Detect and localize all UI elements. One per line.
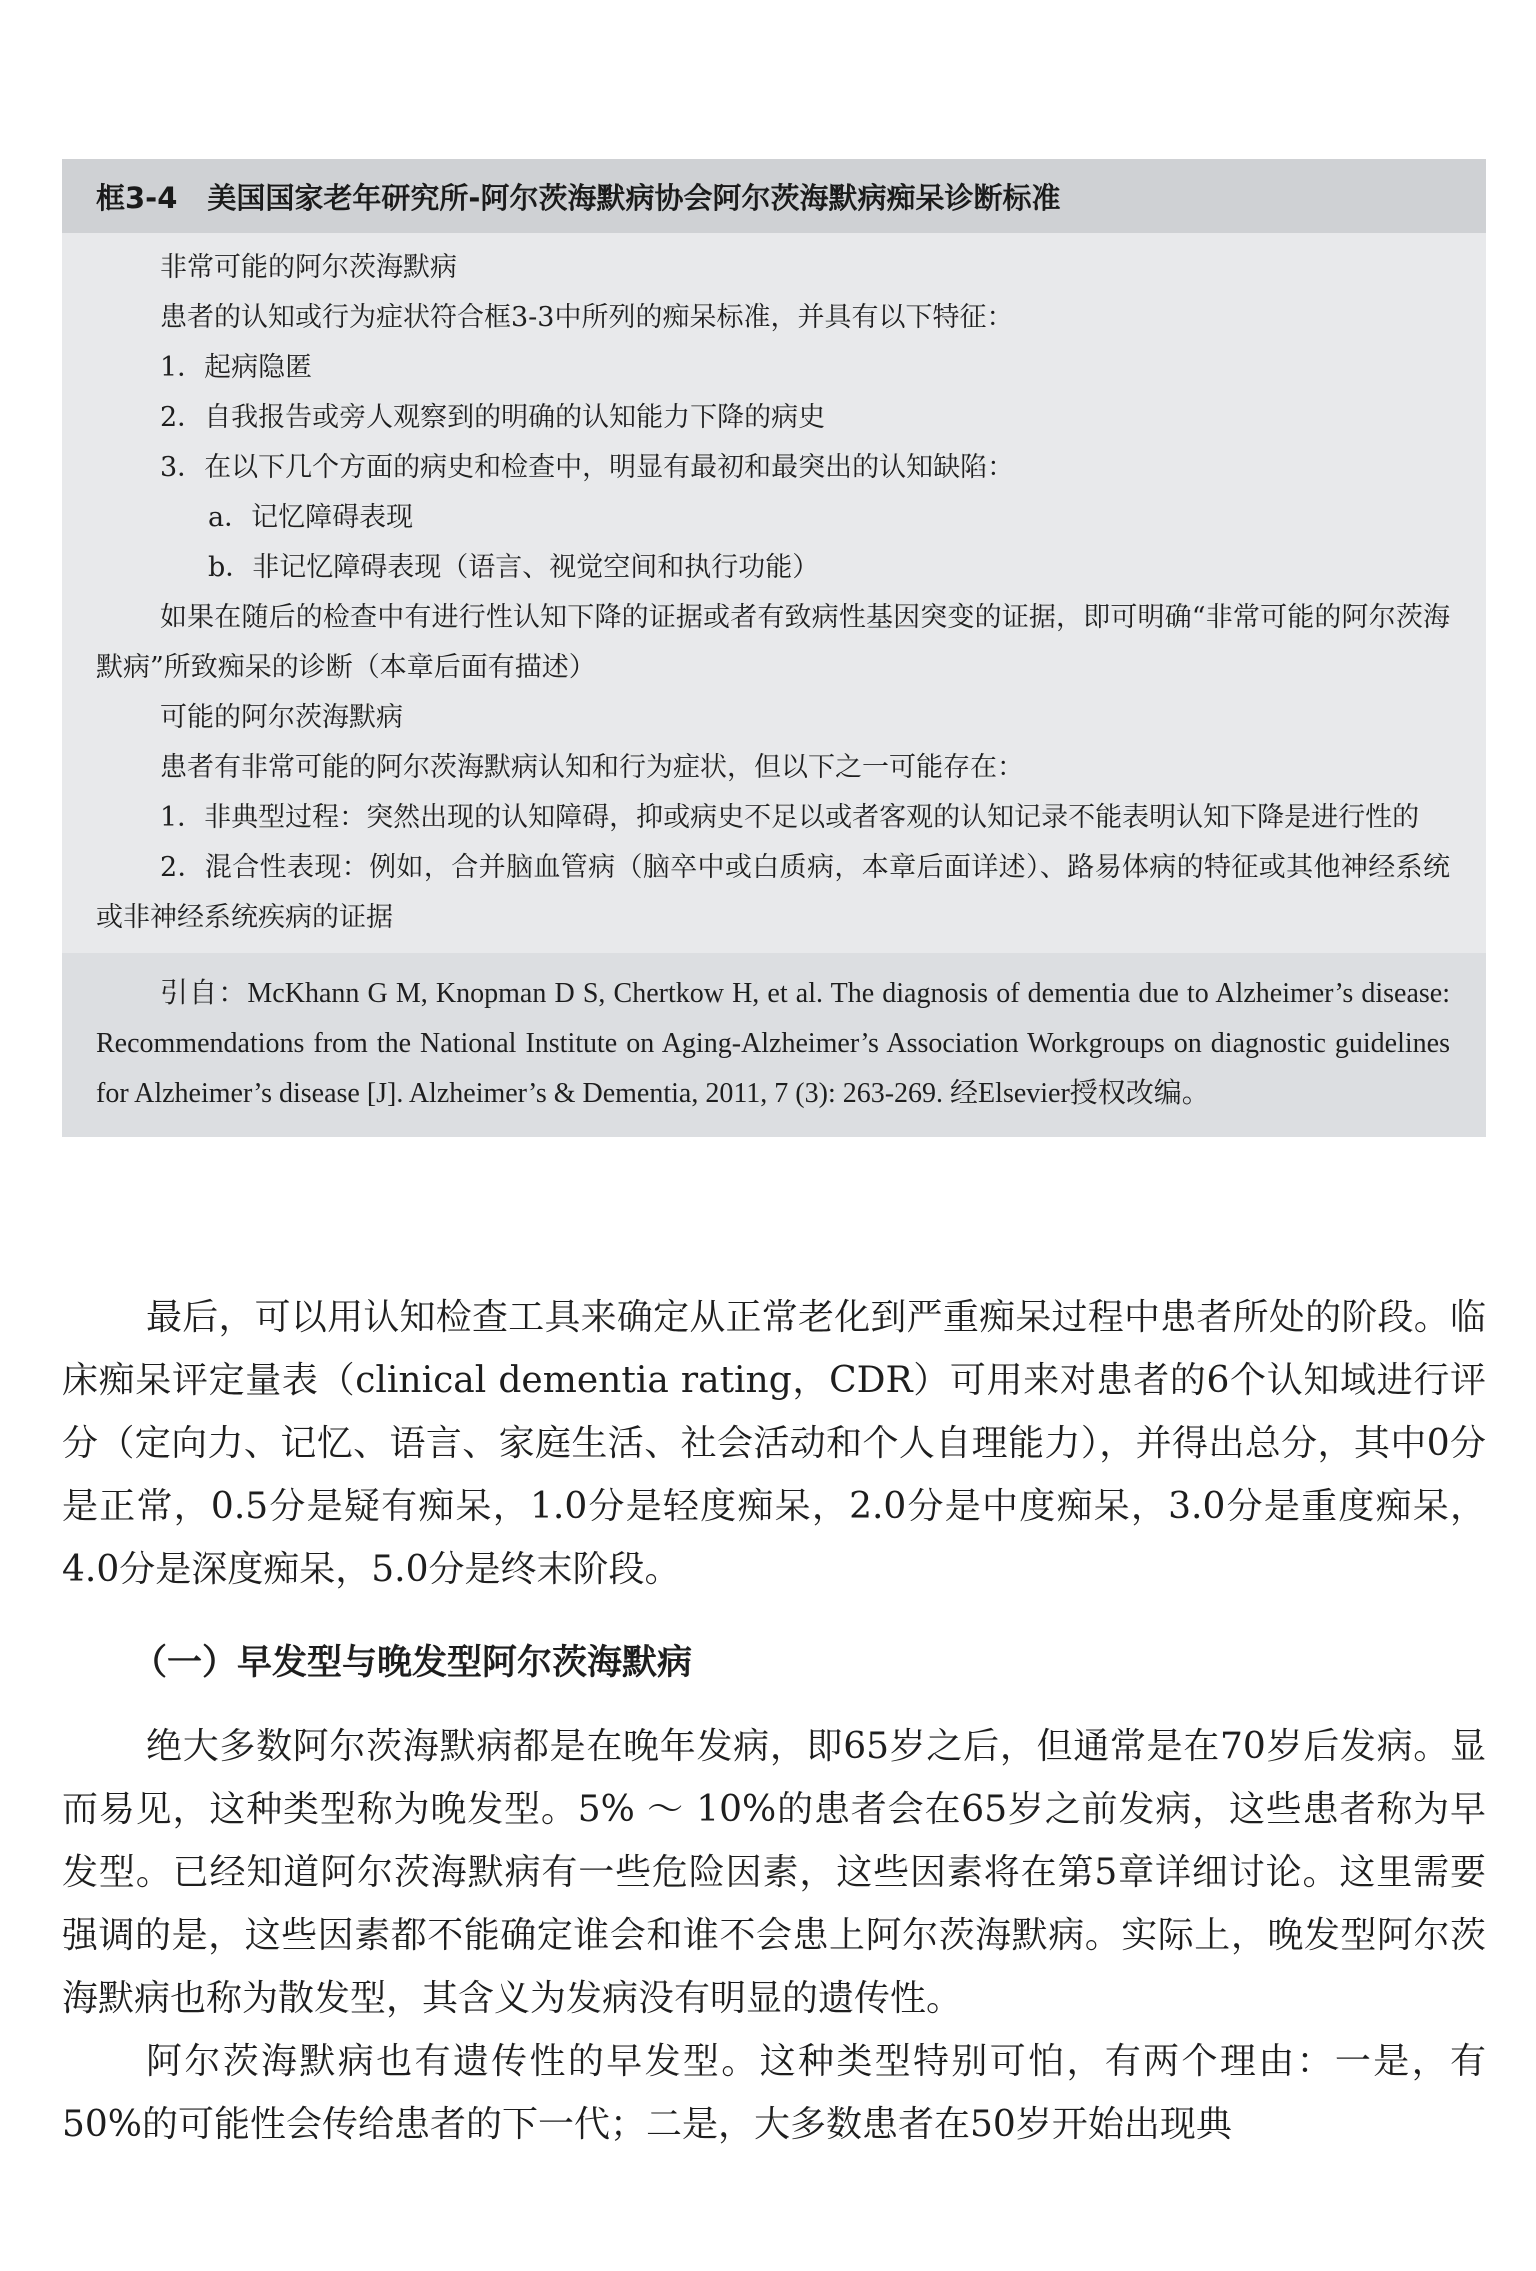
box-line: 3．在以下几个方面的病史和检查中，明显有最初和最突出的认知缺陷：	[160, 452, 1015, 483]
box-line: 可能的阿尔茨海默病	[160, 702, 403, 733]
section-heading: （一）早发型与晚发型阿尔茨海默病	[132, 1643, 693, 1683]
box-line: a．记忆障碍表现	[208, 502, 414, 533]
box-line: 2．自我报告或旁人观察到的明确的认知能力下降的病史	[160, 402, 826, 433]
box-line: 患者的认知或行为症状符合框3-3中所列的痴呆标准，并具有以下特征：	[160, 302, 1014, 333]
paragraph: 绝大多数阿尔茨海默病都是在晚年发病，即65岁之后，但通常是在70岁后发病。显而易见，这种类型称为晚发型。5% ～ 10%的患者会在65岁之前发病，这些患者称为早发型。已经知道阿尔茨海默病有一些危险因素，这些因素将在第5章详细讨论。这里需要强调的是，这些因素都不能确定谁会和谁不会患上阿尔茨海默病。实际上，晚发型阿尔茨海默病也称为散发型，其含义为发病没有明显的遗传性。	[62, 1726, 1486, 2019]
box-line: 1．非典型过程：突然出现的认知障碍，抑或病史不足以或者客观的认知记录不能表明认知下降是进行性的	[160, 802, 1420, 833]
box-header	[62, 159, 1486, 233]
box-line: 1．起病隐匿	[160, 352, 313, 383]
paragraph: 阿尔茨海默病也有遗传性的早发型。这种类型特别可怕，有两个理由：一是，有50%的可能性会传给患者的下一代；二是，大多数患者在50岁开始出现典	[62, 2041, 1486, 2145]
box-line: 非常可能的阿尔茨海默病	[160, 252, 457, 283]
box-number: 框3-4	[96, 180, 178, 215]
paragraph: 最后，可以用认知检查工具来确定从正常老化到严重痴呆过程中患者所处的阶段。临床痴呆评定量表（clinical dementia rating，CDR）可用来对患者的6个认知域进行评分（定向力、记忆、语言、家庭生活、社会活动和个人自理能力），并得出总分，其中0分是正常，0.5分是疑有痴呆，1.0分是轻度痴呆，2.0分是中度痴呆，3.0分是重度痴呆，4.0分是深度痴呆，5.0分是终末阶段。	[62, 1297, 1486, 1590]
box-line: 患者有非常可能的阿尔茨海默病认知和行为症状，但以下之一可能存在：	[160, 752, 1024, 783]
main-text	[62, 1286, 1486, 2156]
box-line: b．非记忆障碍表现（语言、视觉空间和执行功能）	[208, 552, 820, 583]
box-title: 美国国家老年研究所-阿尔茨海默病协会阿尔茨海默病痴呆诊断标准	[207, 180, 1061, 215]
box-line: 2．混合性表现：例如，合并脑血管病（脑卒中或白质病，本章后面详述）、路易体病的特征或其他神经系统或非神经系统疾病的证据	[96, 852, 1450, 933]
box-line: 如果在随后的检查中有进行性认知下降的证据或者有致病性基因突变的证据，即可明确“非常可能的阿尔茨海默病”所致痴呆的诊断（本章后面有描述）	[96, 602, 1450, 683]
criteria-box	[62, 159, 1486, 1137]
box-body	[62, 233, 1486, 953]
box-citation: 引自：McKhann G M, Knopman D S, Chertkow H, et al. The diagnosis of dementia due to Alzheimer’s disease: Recommendations from the National Institute on Aging-Alzheimer’s Association Workgroups on diagnostic guidelines for Alzheimer’s disease [J]. Alzheimer’s & Dementia, 2011, 7 (3): 263-269. 经Elsevier授权改编。	[62, 953, 1486, 1137]
